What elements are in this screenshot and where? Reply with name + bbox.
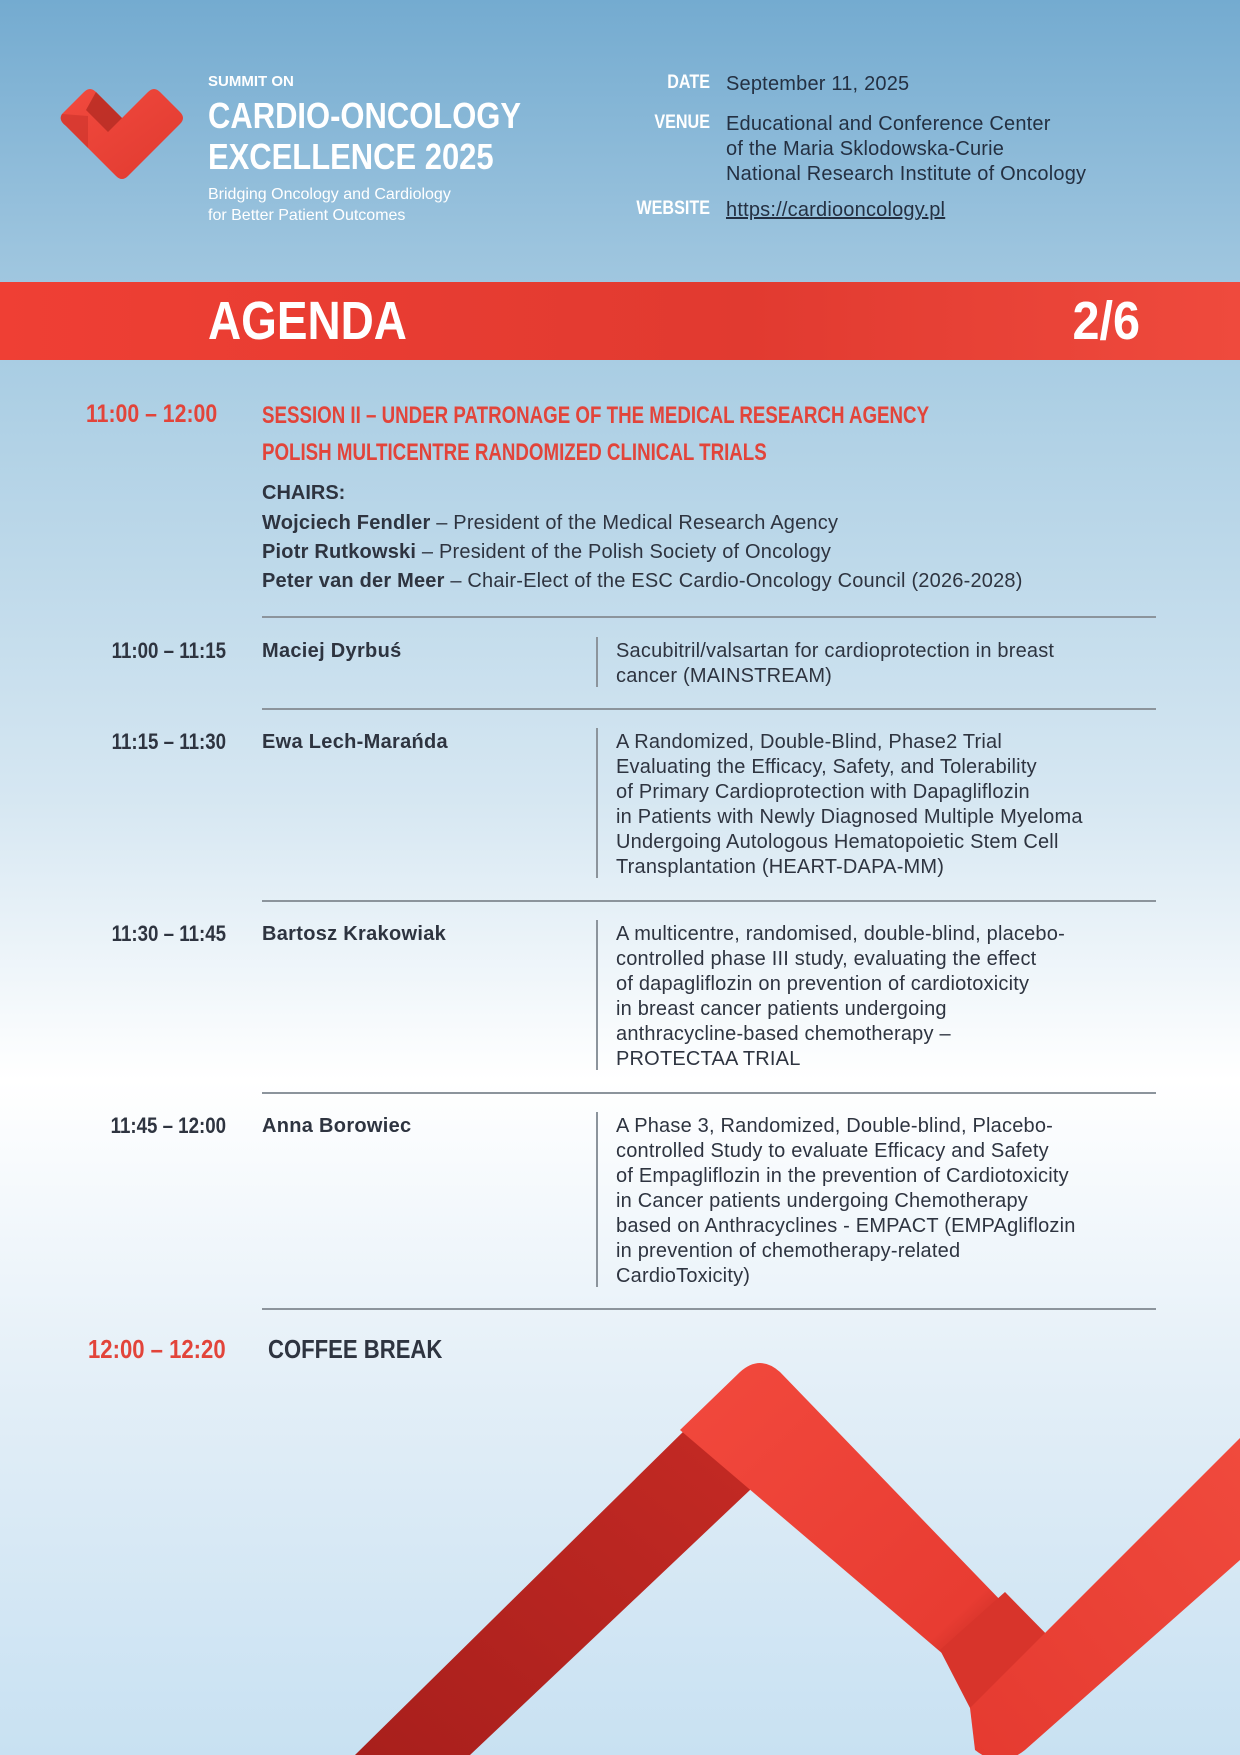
talk-time: 11:00 – 11:15 xyxy=(111,638,226,663)
venue-label: VENUE xyxy=(654,112,710,133)
coffee-break-label: COFFEE BREAK xyxy=(268,1334,443,1364)
session-title-line2: POLISH MULTICENTRE RANDOMIZED CLINICAL TRIALS xyxy=(262,439,767,466)
chair-name: Piotr Rutkowski xyxy=(262,541,417,563)
heart-logo-icon xyxy=(58,86,186,190)
talk-description: A Phase 3, Randomized, Double-blind, Placebo- controlled Study to evaluate Efficacy and Safety of Empagliflozin in the prevention of Cardiotoxicity in Cancer patients undergoing Chemotherapy based on Anthracyclines - EMPACT (EMPAgliflozin in prevention of chemotherapy-related CardioToxicity) xyxy=(616,1115,1076,1287)
website-link[interactable]: https://cardiooncology.pl xyxy=(726,199,946,221)
talk-time: 11:15 – 11:30 xyxy=(111,729,226,754)
tagline-line2: for Better Patient Outcomes xyxy=(208,207,406,224)
divider xyxy=(262,1092,1156,1094)
session-title-line1: SESSION II – UNDER PATRONAGE OF THE MEDICAL RESEARCH AGENCY xyxy=(262,402,930,429)
event-title-line1: CARDIO-ONCOLOGY xyxy=(208,95,522,136)
talk-time: 11:30 – 11:45 xyxy=(111,921,226,946)
agenda-band xyxy=(0,282,1240,360)
chair-item xyxy=(262,512,838,535)
talk-time: 11:45 – 12:00 xyxy=(110,1113,226,1138)
date-label: DATE xyxy=(667,72,710,93)
talk-description: Sacubitril/valsartan for cardioprotection in breast cancer (MAINSTREAM) xyxy=(616,640,1055,687)
divider xyxy=(262,616,1156,618)
session-time: 11:00 – 12:00 xyxy=(86,400,218,428)
venue-line3: National Research Institute of Oncology xyxy=(726,163,1087,185)
talk-separator xyxy=(596,728,598,878)
chair-role: – Chair-Elect of the ESC Cardio-Oncology Council (2026-2028) xyxy=(444,570,1023,592)
chair-name: Peter van der Meer xyxy=(262,570,445,592)
talk-description: A Randomized, Double-Blind, Phase2 Trial Evaluating the Efficacy, Safety, and Tolerability of Primary Cardioprotection with Dapagliflozin in Patients with Newly Diagnosed Multiple Myeloma Undergoing Autologous Hematopoietic Stem Cell Transplantation (HEART-DAPA-MM) xyxy=(616,731,1083,878)
summit-on-label: SUMMIT ON xyxy=(208,73,294,90)
talk-separator xyxy=(596,1112,598,1287)
venue-line2: of the Maria Sklodowska-Curie xyxy=(726,138,1005,160)
event-title-line2: EXCELLENCE 2025 xyxy=(208,136,494,177)
page-indicator: 2/6 xyxy=(1072,291,1140,351)
talk-separator xyxy=(596,920,598,1070)
chair-role: – President of the Polish Society of Oncology xyxy=(416,541,832,563)
talk-speaker: Bartosz Krakowiak xyxy=(262,923,447,945)
talk-separator xyxy=(596,637,598,687)
website-label: WEBSITE xyxy=(636,198,710,219)
divider xyxy=(262,900,1156,902)
tagline-line1: Bridging Oncology and Cardiology xyxy=(208,186,451,203)
decorative-ribbon-icon xyxy=(0,1330,1240,1755)
divider xyxy=(262,708,1156,710)
coffee-break-time: 12:00 – 12:20 xyxy=(88,1334,226,1364)
agenda-title: AGENDA xyxy=(208,291,407,351)
website-row xyxy=(726,198,945,223)
talk-speaker: Anna Borowiec xyxy=(262,1115,412,1137)
divider xyxy=(262,1308,1156,1310)
chair-item xyxy=(262,541,831,564)
talk-description: A multicentre, randomised, double-blind, placebo- controlled phase III study, evaluating the effect of dapagliflozin on prevention of cardiotoxicity in breast cancer patients undergoing anthracycline-based chemotherapy – PROTECTAA TRIAL xyxy=(616,923,1065,1070)
date-value: September 11, 2025 xyxy=(726,73,910,95)
talk-speaker: Ewa Lech-Marańda xyxy=(262,731,448,753)
chair-item xyxy=(262,570,1023,593)
chair-role: – President of the Medical Research Agency xyxy=(430,512,839,534)
chair-name: Wojciech Fendler xyxy=(262,512,431,534)
venue-line1: Educational and Conference Center xyxy=(726,113,1051,135)
chairs-label: CHAIRS: xyxy=(262,482,346,504)
talk-speaker: Maciej Dyrbuś xyxy=(262,640,402,662)
